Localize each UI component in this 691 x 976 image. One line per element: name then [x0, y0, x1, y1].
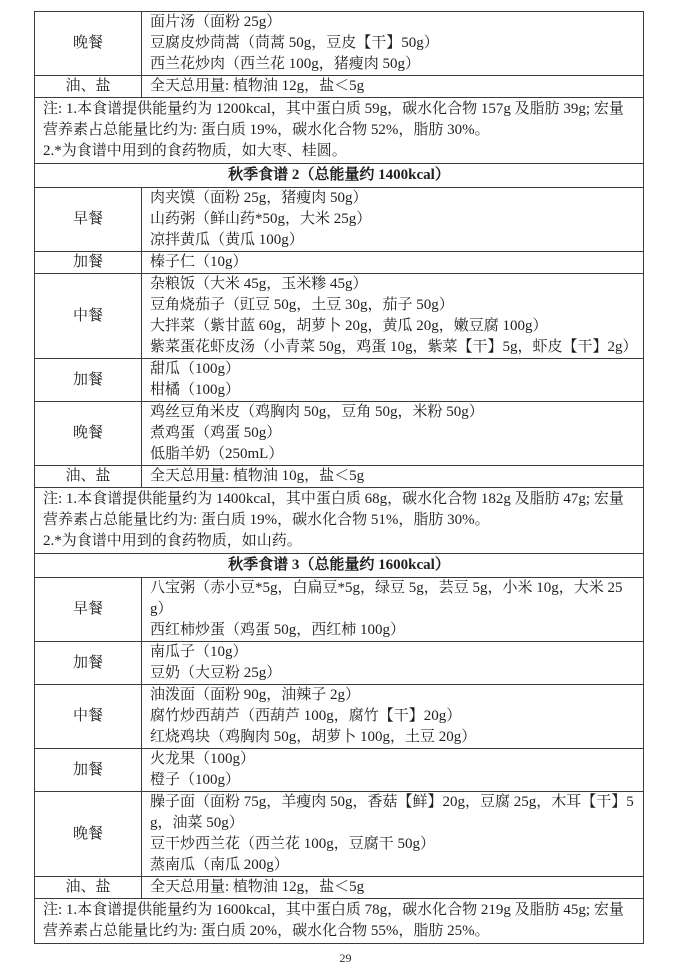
note-cell	[35, 899, 644, 944]
table-row	[35, 274, 644, 359]
table-row	[35, 252, 644, 274]
table-row	[35, 359, 644, 402]
dish-line: 豆奶（大豆粉 25g）	[150, 665, 282, 681]
dish-line: 腐竹炒西葫芦（西葫芦 100g，腐竹【干】20g）	[150, 708, 462, 724]
meal-dishes	[142, 12, 644, 76]
dish-line: 全天总用量: 植物油 10g，盐＜5g	[150, 468, 365, 484]
dish-line: 西红柿炒蛋（鸡蛋 50g，西红柿 100g）	[150, 622, 406, 638]
meal-label: 加餐	[35, 359, 142, 402]
meal-dishes	[142, 402, 644, 466]
dish-line: 榛子仁（10g）	[150, 254, 248, 270]
dish-line: 凉拌黄瓜（黄瓜 100g）	[150, 232, 304, 248]
meal-dishes	[142, 252, 644, 274]
meal-dishes	[142, 792, 644, 877]
table-row	[35, 402, 644, 466]
meal-label: 早餐	[35, 188, 142, 252]
meal-label: 加餐	[35, 749, 142, 792]
meal-label: 晚餐	[35, 12, 142, 76]
table-row	[35, 642, 644, 685]
dish-line: 全天总用量: 植物油 12g，盐＜5g	[150, 879, 365, 895]
dish-line: 豆腐皮炒茼蒿（茼蒿 50g，豆皮【干】50g）	[150, 35, 439, 51]
table-row	[35, 466, 644, 488]
meal-label: 晚餐	[35, 402, 142, 466]
dish-line: 豆角烧茄子（豇豆 50g，土豆 30g，茄子 50g）	[150, 297, 454, 313]
section-title: 秋季食谱 3（总能量约 1600kcal）	[35, 554, 644, 578]
dish-line: 肉夹馍（面粉 25g，猪瘦肉 50g）	[150, 190, 368, 206]
table-row	[35, 188, 644, 252]
dish-line: 甜瓜（100g）	[150, 361, 241, 377]
dish-line: 橙子（100g）	[150, 772, 241, 788]
meal-dishes	[142, 642, 644, 685]
table-row	[35, 76, 644, 98]
note-line: 注: 1.本食谱提供能量约为 1600kcal，其中蛋白质 78g，碳水化合物 219g 及脂肪 45g; 宏量营养素占总能量比约为: 蛋白质 20%，碳水化合物 55%，脂肪 25%。	[43, 902, 624, 939]
meal-dishes	[142, 76, 644, 98]
dish-line: 面片汤（面粉 25g）	[150, 14, 282, 30]
meal-label: 油、盐	[35, 466, 142, 488]
note-line: 注: 1.本食谱提供能量约为 1200kcal，其中蛋白质 59g，碳水化合物 157g 及脂肪 39g; 宏量营养素占总能量比约为: 蛋白质 19%，碳水化合物 52%，脂肪 30%。	[43, 101, 624, 138]
dish-line: 低脂羊奶（250mL）	[150, 446, 284, 462]
dish-line: 全天总用量: 植物油 12g，盐＜5g	[150, 78, 365, 94]
meal-dishes	[142, 877, 644, 899]
table-row	[35, 749, 644, 792]
table-row	[35, 578, 644, 642]
dish-line: 煮鸡蛋（鸡蛋 50g）	[150, 425, 282, 441]
meal-label: 晚餐	[35, 792, 142, 877]
meal-dishes	[142, 749, 644, 792]
meal-label: 加餐	[35, 252, 142, 274]
section-title: 秋季食谱 2（总能量约 1400kcal）	[35, 164, 644, 188]
note-cell	[35, 98, 644, 164]
meal-plan-table	[34, 11, 644, 944]
note-line: 2.*为食谱中用到的食药物质，如山药。	[43, 533, 302, 549]
table-row	[35, 877, 644, 899]
section-title-row	[35, 164, 644, 188]
meal-dishes	[142, 466, 644, 488]
dish-line: 南瓜子（10g）	[150, 644, 248, 660]
meal-label: 油、盐	[35, 877, 142, 899]
note-row	[35, 488, 644, 554]
dish-line: 西兰花炒肉（西兰花 100g，猪瘦肉 50g）	[150, 56, 421, 72]
meal-label: 中餐	[35, 685, 142, 749]
dish-line: 八宝粥（赤小豆*5g，白扁豆*5g，绿豆 5g，芸豆 5g，小米 10g，大米 25g）	[150, 580, 623, 617]
dish-line: 大拌菜（紫甘蓝 60g，胡萝卜 20g，黄瓜 20g，嫩豆腐 100g）	[150, 318, 548, 334]
dish-line: 火龙果（100g）	[150, 751, 256, 767]
dish-line: 蒸南瓜（南瓜 200g）	[150, 857, 289, 873]
dish-line: 杂粮饭（大米 45g，玉米糁 45g）	[150, 276, 368, 292]
meal-dishes	[142, 188, 644, 252]
meal-label: 油、盐	[35, 76, 142, 98]
meal-label: 中餐	[35, 274, 142, 359]
note-row	[35, 899, 644, 944]
dish-line: 柑橘（100g）	[150, 382, 241, 398]
note-cell	[35, 488, 644, 554]
page-number: 29	[339, 951, 352, 965]
table-row	[35, 685, 644, 749]
note-line: 2.*为食谱中用到的食药物质，如大枣、桂圆。	[43, 143, 347, 159]
table-row	[35, 792, 644, 877]
dish-line: 豆干炒西兰花（西兰花 100g，豆腐干 50g）	[150, 836, 436, 852]
dish-line: 红烧鸡块（鸡胸肉 50g，胡萝卜 100g，土豆 20g）	[150, 729, 477, 745]
dish-line: 紫菜蛋花虾皮汤（小青菜 50g，鸡蛋 10g，紫菜【干】5g，虾皮【干】2g）	[150, 339, 638, 355]
meal-dishes	[142, 359, 644, 402]
meal-dishes	[142, 685, 644, 749]
dish-line: 鸡丝豆角米皮（鸡胸肉 50g，豆角 50g，米粉 50g）	[150, 404, 484, 420]
section-title-row	[35, 554, 644, 578]
meal-dishes	[142, 578, 644, 642]
meal-dishes	[142, 274, 644, 359]
meal-label: 早餐	[35, 578, 142, 642]
meal-label: 加餐	[35, 642, 142, 685]
note-line: 注: 1.本食谱提供能量约为 1400kcal，其中蛋白质 68g，碳水化合物 182g 及脂肪 47g; 宏量营养素占总能量比约为: 蛋白质 19%，碳水化合物 51%，脂肪 30%。	[43, 491, 624, 528]
dish-line: 臊子面（面粉 75g，羊瘦肉 50g，香菇【鲜】20g，豆腐 25g，木耳【干】5g，油菜 50g）	[150, 794, 634, 831]
dish-line: 油泼面（面粉 90g，油辣子 2g）	[150, 687, 361, 703]
dish-line: 山药粥（鲜山药*50g，大米 25g）	[150, 211, 372, 227]
note-row	[35, 98, 644, 164]
table-row	[35, 12, 644, 76]
